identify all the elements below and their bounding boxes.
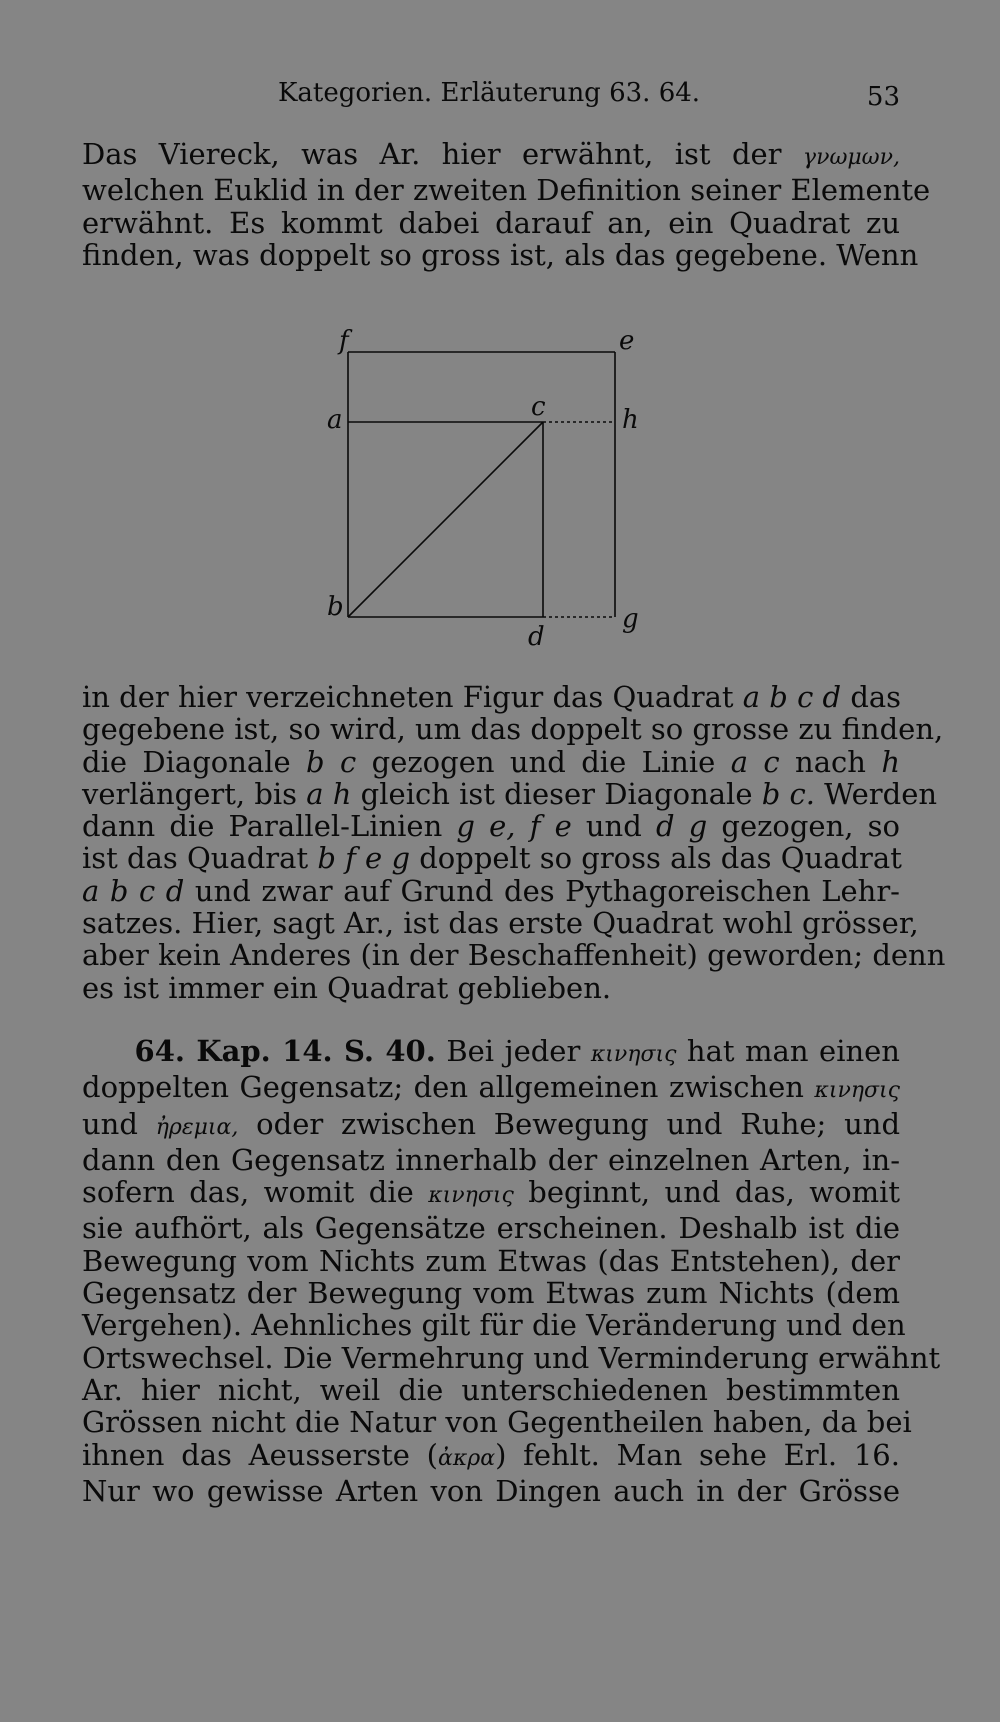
greek-word: γνωμων, bbox=[802, 145, 900, 170]
text-line: sofern das, womit die κινησις beginnt, und das, womit bbox=[82, 1175, 900, 1210]
label-f: f bbox=[339, 326, 349, 356]
text-line: ist das Quadrat b f e g doppelt so gross als das Quadrat bbox=[82, 841, 902, 876]
text-line: es ist immer ein Quadrat geblieben. bbox=[82, 970, 612, 1005]
text-line: Vergehen). Aehnliches gilt für die Veränderung und den bbox=[82, 1308, 906, 1343]
greek-word: κινησις bbox=[428, 1183, 514, 1209]
text-line: gegebene ist, so wird, um das doppelt so grosse zu finden, bbox=[82, 712, 944, 747]
label-a: a bbox=[327, 405, 343, 435]
text-line: 64. Kap. 14. S. 40. Bei jeder κινησις hat man einen bbox=[134, 1034, 900, 1068]
greek-word: κινησις bbox=[814, 1078, 900, 1104]
text-line: Gegensatz der Bewegung vom Etwas zum Nichts (dem bbox=[82, 1276, 900, 1311]
geometric-figure bbox=[315, 325, 675, 655]
text-line: in der hier verzeichneten Figur das Quadrat a b c d das bbox=[82, 680, 902, 714]
label-e: e bbox=[619, 326, 635, 356]
text-line: dann den Gegensatz innerhalb der einzelnen Arten, in- bbox=[82, 1142, 900, 1177]
text-line: und ἠρεμια, oder zwischen Bewegung und Ruhe; und bbox=[82, 1106, 901, 1141]
text-line: satzes. Hier, sagt Ar., ist das erste Quadrat wohl grösser, bbox=[82, 906, 919, 941]
text-line: ihnen das Aeusserste (ἀκρα) fehlt. Man sehe Erl. 16. bbox=[82, 1437, 900, 1472]
text-line: Bewegung vom Nichts zum Etwas (das Entstehen), der bbox=[82, 1243, 900, 1278]
text-line: Das Viereck, was Ar. hier erwähnt, ist der γνωμων, bbox=[82, 137, 900, 171]
text-line: doppelten Gegensatz; den allgemeinen zwischen κινησις bbox=[82, 1070, 900, 1105]
diagonal-b-c bbox=[348, 422, 543, 617]
text-line: aber kein Anderes (in der Beschaffenheit) geworden; denn bbox=[82, 938, 946, 973]
text-line: die Diagonale b c gezogen und die Linie a c nach h bbox=[82, 744, 901, 779]
text-line: sie aufhört, als Gegensätze erscheinen. Deshalb ist die bbox=[82, 1211, 900, 1246]
page-number: 53 bbox=[866, 82, 900, 112]
text-line: verlängert, bis a h gleich ist dieser Diagonale b c. Werden bbox=[82, 776, 938, 811]
text-line: Ar. hier nicht, weil die unterschiedenen bestimmten bbox=[82, 1372, 900, 1407]
running-header bbox=[0, 70, 1000, 110]
label-d: d bbox=[528, 622, 545, 652]
label-g: g bbox=[622, 604, 639, 634]
label-h: h bbox=[622, 405, 639, 435]
greek-word: κινησις bbox=[590, 1042, 677, 1067]
paragraph-gnomon-intro bbox=[82, 137, 931, 272]
label-c: c bbox=[531, 392, 546, 422]
paragraph-section-64 bbox=[82, 1034, 941, 1508]
text-line: finden, was doppelt so gross ist, als das gegebene. Wenn bbox=[82, 237, 919, 272]
greek-word: ἠρεμια, bbox=[155, 1114, 239, 1140]
paragraph-construction bbox=[82, 680, 946, 1005]
running-title: Kategorien. Erläuterung 63. 64. bbox=[278, 78, 701, 108]
label-b: b bbox=[327, 592, 344, 622]
text-line: Grössen nicht die Natur von Gegentheilen haben, da bei bbox=[82, 1405, 912, 1440]
text-line: erwähnt. Es kommt dabei darauf an, ein Quadrat zu bbox=[82, 205, 900, 240]
text-line: a b c d und zwar auf Grund des Pythagoreischen Lehr- bbox=[82, 873, 900, 908]
text-line: Ortswechsel. Die Vermehrung und Verminderung erwähnt bbox=[82, 1340, 941, 1375]
text-line: dann die Parallel-Linien g e, f e und d g gezogen, so bbox=[82, 809, 900, 844]
square-diagram bbox=[315, 325, 675, 655]
text-line: Nur wo gewisse Arten von Dingen auch in der Grösse bbox=[82, 1473, 900, 1508]
greek-word: ἀκρα bbox=[438, 1445, 496, 1471]
text-line: welchen Euklid in der zweiten Definition seiner Elemente bbox=[82, 173, 931, 208]
section-heading: 64. Kap. 14. S. 40. bbox=[134, 1034, 436, 1068]
